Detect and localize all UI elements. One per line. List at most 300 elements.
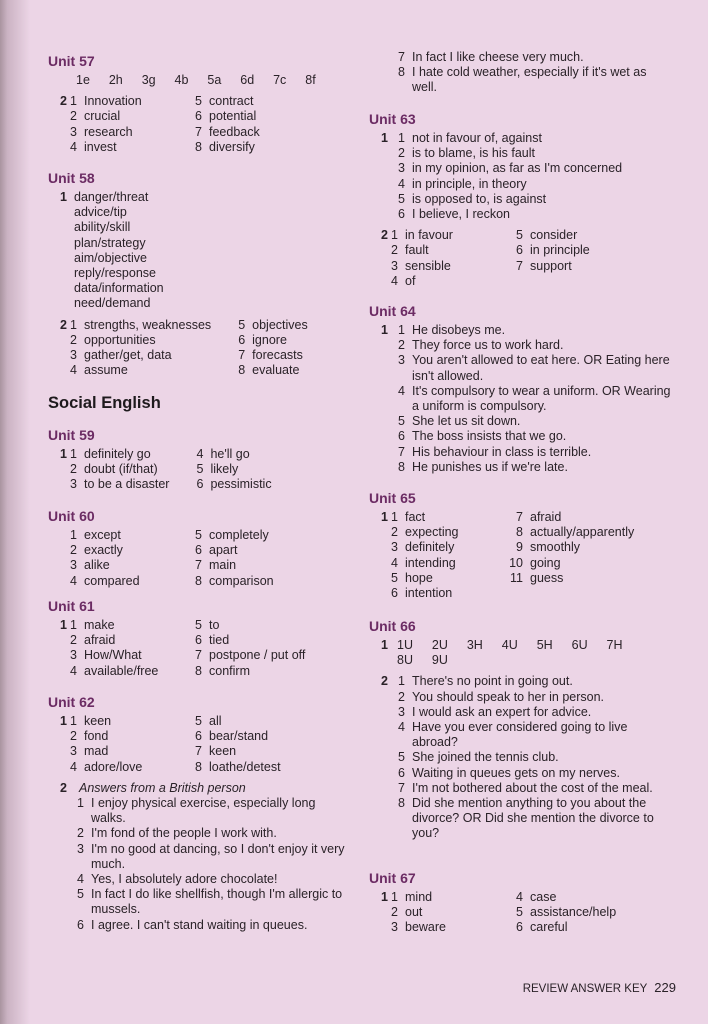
- answer-item: [369, 131, 689, 146]
- item-text: available/free: [84, 663, 159, 678]
- item-number: 5: [195, 94, 202, 109]
- item-text: comparison: [209, 573, 274, 588]
- item-text: She joined the tennis club.: [412, 750, 559, 765]
- exercise-subtitle: Answers from a British person: [79, 780, 246, 795]
- item-text: not in favour of, against: [412, 131, 542, 145]
- exercise-number: 1: [381, 323, 388, 337]
- unit-block: [48, 51, 368, 161]
- item-text: Waiting in queues gets on my nerves.: [412, 765, 620, 780]
- item-text: I'm no good at dancing, so I don't enjoy it very much.: [91, 841, 345, 871]
- item-number: 1: [70, 447, 77, 461]
- item-number: 6: [195, 543, 202, 558]
- item-number: 7: [516, 258, 523, 273]
- item-text: keen: [84, 714, 112, 728]
- item-number: 1: [70, 528, 77, 542]
- item-number: 5: [238, 317, 246, 332]
- item-text: is to blame, is his fault: [412, 146, 535, 161]
- answer-item: [369, 429, 689, 444]
- exercise: [48, 318, 368, 379]
- answer-item: reply/response: [74, 266, 156, 281]
- item-number: 6: [398, 765, 405, 780]
- item-text: is opposed to, is against: [412, 191, 547, 206]
- answer-item: [369, 766, 689, 781]
- item-number: 7: [398, 444, 405, 459]
- item-number: 5: [516, 905, 523, 920]
- unit-block: [369, 109, 689, 295]
- item-text: he'll go: [210, 447, 250, 461]
- answer-item: [369, 161, 689, 176]
- item-number: 2: [398, 338, 405, 353]
- unit-block: [369, 488, 689, 607]
- exercise: [369, 638, 689, 668]
- section: [48, 393, 368, 413]
- item-number: 1: [391, 510, 398, 524]
- item-number: 7: [398, 780, 405, 795]
- item-text: intending: [405, 555, 456, 570]
- answer-item: [369, 353, 689, 383]
- unit-heading: Unit 67: [369, 870, 416, 886]
- answer-item: advice/tip: [74, 205, 127, 220]
- item-text: sensible: [405, 258, 451, 273]
- item-number: 4: [70, 663, 77, 678]
- exercise: [48, 447, 368, 493]
- item-text: compared: [84, 573, 140, 588]
- item-number: 7: [238, 348, 246, 363]
- answer-line: 8U 9U: [397, 653, 448, 668]
- item-number: 2: [70, 729, 77, 744]
- item-text: exactly: [84, 543, 123, 558]
- answer-item: [369, 460, 689, 475]
- item-number: 2: [70, 462, 77, 477]
- exercise: [48, 618, 368, 679]
- item-text: in principle: [530, 243, 590, 258]
- exercise: [369, 50, 689, 96]
- section-heading: Social English: [48, 394, 161, 412]
- item-text: He disobeys me.: [412, 323, 506, 337]
- item-text: There's no point in going out.: [412, 674, 573, 689]
- item-number: 6: [196, 477, 204, 492]
- item-text: They force us to work hard.: [412, 338, 564, 353]
- item-text: all: [209, 714, 222, 728]
- item-number: 2: [70, 543, 77, 558]
- item-text: apart: [209, 543, 238, 558]
- item-text: I'm not bothered about the cost of the meal.: [412, 780, 653, 795]
- page-footer: [523, 980, 676, 995]
- exercise: [369, 890, 689, 936]
- item-text: out: [405, 905, 423, 920]
- exercise-number: 2: [381, 674, 388, 689]
- item-number: 1: [391, 890, 398, 904]
- item-number: 7: [516, 510, 523, 524]
- item-text: It's compulsory to wear a uniform. OR Wearing a uniform is compulsory.: [412, 383, 671, 414]
- item-text: guess: [530, 570, 564, 585]
- exercise-number: 1: [60, 190, 67, 204]
- item-number: 6: [391, 586, 398, 601]
- exercise: [48, 781, 368, 933]
- unit-heading: Unit 64: [369, 303, 416, 319]
- answer-item: [369, 750, 689, 765]
- item-text: confirm: [209, 663, 250, 678]
- exercise-number: 1: [381, 131, 388, 145]
- answer-item: danger/threat: [74, 190, 149, 204]
- answer-grid: [48, 528, 368, 589]
- item-number: 1: [398, 323, 405, 337]
- item-number: 4: [196, 447, 204, 461]
- item-number: 4: [70, 139, 77, 154]
- item-text: I agree. I can't stand waiting in queues.: [91, 917, 308, 932]
- answer-item: [369, 323, 689, 338]
- unit-block: [48, 596, 368, 685]
- item-text: forecasts: [252, 348, 303, 363]
- answer-item: [369, 177, 689, 192]
- exercise: [48, 714, 368, 775]
- exercise: [369, 323, 689, 475]
- answer-item: [48, 842, 368, 872]
- item-number: 4: [398, 176, 405, 191]
- answer-item: [369, 781, 689, 796]
- item-text: case: [530, 890, 557, 904]
- answer-item: [369, 65, 689, 95]
- item-text: support: [530, 258, 572, 273]
- item-number: 6: [77, 917, 84, 932]
- item-text: postpone / put off: [209, 648, 306, 663]
- item-number: 1: [391, 228, 398, 243]
- item-number: 4: [391, 555, 398, 570]
- item-text: Have you ever considered going to live abroad?: [412, 720, 628, 750]
- answer-item: plan/strategy: [74, 235, 146, 250]
- item-number: 8: [238, 363, 246, 378]
- item-number: 3: [77, 841, 84, 856]
- item-text: His behaviour in class is terrible.: [412, 444, 592, 459]
- item-text: beware: [405, 920, 446, 935]
- item-number: 5: [398, 191, 405, 206]
- answer-item: ability/skill: [74, 220, 131, 235]
- unit-block: [48, 168, 368, 384]
- continued-block: [369, 50, 689, 102]
- item-number: 4: [77, 872, 84, 887]
- item-number: 3: [70, 348, 77, 363]
- item-number: 9: [516, 540, 523, 555]
- item-number: 2: [70, 633, 77, 648]
- exercise: [48, 73, 368, 88]
- unit-block: [48, 425, 368, 499]
- item-text: definitely go: [84, 447, 151, 461]
- answer-item: [369, 796, 689, 842]
- answer-grid: [48, 447, 368, 493]
- answer-item: [48, 796, 368, 826]
- item-number: 2: [391, 525, 398, 540]
- item-text: going: [530, 555, 561, 570]
- item-number: 2: [77, 826, 84, 841]
- running-footer-label: REVIEW ANSWER KEY: [522, 983, 648, 995]
- item-text: consider: [530, 228, 578, 243]
- item-number: 4: [391, 273, 398, 288]
- empty-cell: [523, 586, 634, 601]
- item-text: invest: [84, 139, 117, 154]
- exercise: [369, 131, 689, 222]
- item-number: 7: [195, 648, 202, 663]
- item-text: make: [84, 618, 115, 632]
- answer-item: need/demand: [74, 296, 151, 311]
- item-number: 5: [398, 750, 405, 765]
- item-number: 4: [70, 363, 77, 378]
- answer-item: [369, 338, 689, 353]
- item-text: ignore: [252, 332, 287, 347]
- item-text: fault: [405, 243, 429, 258]
- item-text: Did she mention anything to you about the divorce? OR Did she mention the divorce to you?: [412, 796, 654, 841]
- item-number: 2: [70, 332, 77, 347]
- item-text: diversify: [209, 139, 255, 154]
- exercise-number: 1: [381, 638, 388, 652]
- answer-grid: [48, 714, 368, 775]
- item-number: 5: [195, 528, 202, 542]
- item-number: 4: [398, 720, 405, 735]
- unit-heading: Unit 62: [48, 694, 95, 710]
- answer-item: [369, 414, 689, 429]
- item-text: research: [84, 124, 133, 139]
- item-number: 2: [70, 109, 77, 124]
- item-text: In fact I like cheese very much.: [412, 50, 584, 64]
- unit-block: [369, 868, 689, 942]
- item-text: In fact I do like shellfish, though I'm allergic to mussels.: [91, 887, 343, 917]
- exercise-number: 1: [60, 618, 67, 632]
- item-number: 3: [70, 558, 77, 573]
- item-number: 7: [195, 744, 202, 759]
- exercise-number: 1: [381, 510, 388, 524]
- item-number: 3: [70, 124, 77, 139]
- exercise-number: 2: [60, 317, 67, 332]
- item-number: 1: [70, 317, 77, 332]
- item-number: 5: [195, 714, 202, 728]
- item-text: How/What: [84, 648, 142, 663]
- item-number: 1: [77, 796, 84, 811]
- answer-grid: [369, 228, 689, 289]
- item-text: He punishes us if we're late.: [412, 459, 568, 474]
- item-number: 8: [195, 663, 202, 678]
- item-number: 2: [398, 146, 405, 161]
- item-text: smoothly: [530, 540, 581, 555]
- item-number: 4: [398, 383, 405, 398]
- item-text: fact: [405, 510, 426, 524]
- item-text: strengths, weaknesses: [84, 317, 212, 332]
- item-text: hope: [405, 570, 433, 585]
- unit-heading: Unit 63: [369, 111, 416, 127]
- answer-item: [48, 872, 368, 887]
- item-text: I believe, I reckon: [412, 207, 510, 222]
- item-text: gather/get, data: [84, 348, 172, 363]
- answer-grid: [48, 318, 368, 379]
- item-text: intention: [405, 586, 453, 601]
- item-text: in principle, in theory: [412, 176, 527, 191]
- item-text: completely: [209, 528, 269, 542]
- answer-item: [48, 887, 368, 917]
- item-number: 6: [398, 429, 405, 444]
- answer-grid: [48, 618, 368, 679]
- item-text: definitely: [405, 540, 455, 555]
- answer-item: [369, 207, 689, 222]
- page-gutter-shadow: [0, 0, 30, 1024]
- answer-item: [369, 146, 689, 161]
- item-text: potential: [209, 109, 257, 124]
- item-text: You should speak to her in person.: [412, 689, 605, 704]
- item-text: crucial: [84, 109, 121, 124]
- exercise-number: 2: [60, 780, 67, 795]
- answer-item: [369, 690, 689, 705]
- item-number: 6: [195, 729, 202, 744]
- item-number: 7: [195, 124, 202, 139]
- item-text: Innovation: [84, 94, 142, 109]
- item-number: 5: [516, 228, 523, 243]
- item-number: 2: [398, 689, 405, 704]
- item-number: 8: [516, 525, 523, 540]
- unit-heading: Unit 57: [48, 53, 95, 69]
- item-number: 2: [391, 243, 398, 258]
- unit-heading: Unit 60: [48, 508, 95, 524]
- item-text: mad: [84, 744, 109, 759]
- item-text: keen: [209, 744, 237, 759]
- unit-heading: Unit 66: [369, 618, 416, 634]
- answer-item: data/information: [74, 281, 164, 296]
- answer-item: [369, 705, 689, 720]
- answer-item: [369, 192, 689, 207]
- item-number: 6: [516, 920, 523, 935]
- item-text: to be a disaster: [84, 477, 170, 492]
- item-text: of: [405, 273, 416, 288]
- item-number: 4: [70, 573, 77, 588]
- item-number: 6: [398, 207, 405, 222]
- item-text: I would ask an expert for advice.: [412, 704, 592, 719]
- answer-line: 1U 2U 3H 4U 5H 6U 7H: [397, 638, 623, 652]
- item-number: 5: [195, 618, 202, 632]
- item-text: actually/apparently: [530, 525, 635, 540]
- exercise-number: 2: [381, 228, 388, 243]
- unit-block: [369, 301, 689, 481]
- answer-grid: [48, 94, 368, 155]
- exercise-number: 1: [60, 714, 67, 728]
- item-number: 6: [238, 332, 246, 347]
- item-text: to: [209, 618, 220, 632]
- item-number: 3: [398, 704, 405, 719]
- exercise-number: 1: [381, 890, 388, 904]
- item-text: The boss insists that we go.: [412, 429, 567, 444]
- item-text: evaluate: [252, 363, 300, 378]
- item-text: I enjoy physical exercise, especially long walks.: [91, 796, 316, 826]
- item-text: fond: [84, 729, 109, 744]
- answer-item: [48, 826, 368, 841]
- item-number: 8: [195, 759, 202, 774]
- item-number: 7: [398, 50, 405, 64]
- unit-block: [48, 692, 368, 939]
- item-number: 8: [398, 459, 405, 474]
- item-text: assume: [84, 363, 128, 378]
- exercise-number: 2: [60, 94, 67, 109]
- item-text: You aren't allowed to eat here. OR Eating here isn't allowed.: [412, 353, 670, 383]
- item-text: expecting: [405, 525, 459, 540]
- item-number: 4: [70, 759, 77, 774]
- answer-item: [369, 50, 689, 65]
- unit-block: [369, 616, 689, 848]
- item-text: assistance/help: [530, 905, 617, 920]
- item-number: 6: [195, 633, 202, 648]
- item-text: pessimistic: [210, 477, 272, 492]
- item-text: I hate cold weather, especially if it's wet as well.: [412, 65, 647, 95]
- exercise: [369, 674, 689, 841]
- item-number: 2: [391, 905, 398, 920]
- item-number: 5: [398, 414, 405, 429]
- exercise-number: 1: [60, 447, 67, 461]
- item-number: 1: [398, 131, 405, 145]
- item-number: 4: [516, 890, 523, 904]
- answer-line: 1e 2h 3g 4b 5a 6d 7c 8f: [76, 73, 316, 87]
- item-text: I'm fond of the people I work with.: [91, 826, 277, 841]
- item-number: 8: [398, 65, 405, 80]
- item-text: She let us sit down.: [412, 414, 521, 429]
- item-number: 8: [195, 573, 202, 588]
- item-number: 1: [70, 94, 77, 109]
- item-text: loathe/detest: [209, 759, 281, 774]
- item-number: 1: [398, 674, 405, 689]
- exercise: [48, 190, 368, 312]
- exercise: [48, 94, 368, 155]
- item-number: 6: [195, 109, 202, 124]
- item-number: 3: [70, 477, 77, 492]
- answer-item: aim/objective: [74, 250, 147, 265]
- answer-item: [369, 674, 689, 689]
- item-number: 3: [391, 920, 398, 935]
- answer-grid: [369, 890, 689, 936]
- unit-heading: Unit 59: [48, 427, 95, 443]
- item-text: opportunities: [84, 332, 156, 347]
- item-number: 7: [195, 558, 202, 573]
- item-number: 3: [391, 258, 398, 273]
- item-text: adore/love: [84, 759, 143, 774]
- unit-heading: Unit 61: [48, 598, 95, 614]
- answer-item: [48, 918, 368, 933]
- item-text: tied: [209, 633, 230, 648]
- empty-cell: [523, 274, 590, 289]
- item-text: except: [84, 528, 121, 542]
- item-text: main: [209, 558, 237, 573]
- item-number: 5: [196, 462, 204, 477]
- answer-item: [369, 445, 689, 460]
- item-text: afraid: [530, 510, 562, 524]
- item-text: contract: [209, 94, 254, 109]
- item-text: objectives: [252, 317, 308, 332]
- item-number: 1: [70, 714, 77, 728]
- item-number: 1: [70, 618, 77, 632]
- unit-heading: Unit 58: [48, 170, 95, 186]
- unit-heading: Unit 65: [369, 490, 416, 506]
- item-text: doubt (if/that): [84, 462, 158, 477]
- item-text: in my opinion, as far as I'm concerned: [412, 161, 623, 176]
- exercise: [48, 528, 368, 589]
- item-text: likely: [210, 462, 239, 477]
- answer-grid: [369, 510, 689, 601]
- item-number: 3: [70, 744, 77, 759]
- item-number: 3: [391, 540, 398, 555]
- unit-block: [48, 506, 368, 595]
- item-number: 5: [77, 887, 84, 902]
- answer-item: [369, 384, 689, 414]
- item-text: in favour: [405, 228, 453, 243]
- empty-cell: [497, 586, 523, 601]
- page-number: 229: [654, 980, 676, 995]
- item-number: 11: [510, 570, 523, 585]
- item-text: alike: [84, 558, 110, 573]
- item-text: feedback: [209, 124, 260, 139]
- item-number: 8: [398, 796, 405, 811]
- item-number: 3: [398, 161, 405, 176]
